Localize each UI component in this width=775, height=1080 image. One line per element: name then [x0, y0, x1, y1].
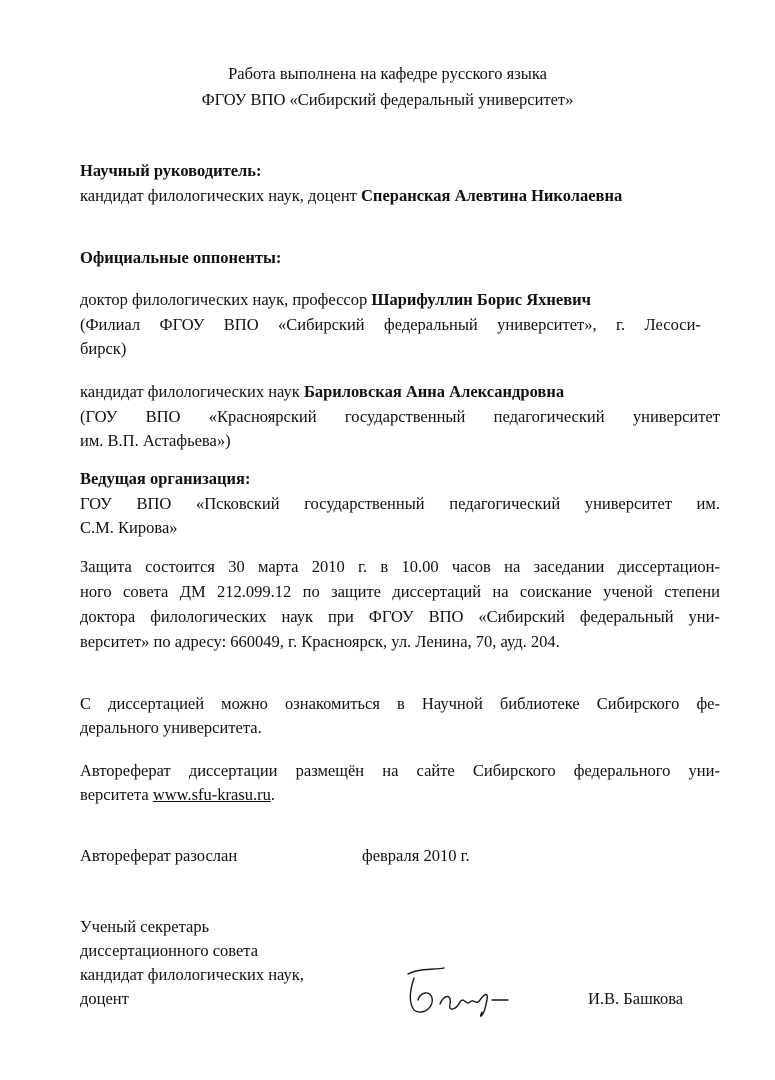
opponent-1-name: Шарифуллин Борис Яхневич	[371, 290, 591, 309]
opponent-2-affiliation-end: им. В.П. Астафьева»)	[80, 431, 231, 450]
word: сайте	[416, 761, 455, 780]
word: г.	[616, 315, 626, 334]
word: по	[302, 582, 320, 601]
abstract-last-suffix: .	[270, 785, 276, 804]
word: на	[492, 582, 509, 601]
word: при	[327, 607, 354, 626]
defense-line-4: верситет» по адресу: 660049, г. Красноярск, ул. Ленина, 70, ауд. 204.	[80, 632, 560, 651]
opponent-1-title: доктор филологических наук, профессор	[80, 290, 368, 309]
word: доктора	[80, 607, 136, 626]
lead-org-line-end: С.М. Кирова»	[80, 518, 178, 537]
word: Автореферат	[80, 761, 171, 780]
word: университет»,	[497, 315, 597, 334]
defense-line-1	[80, 559, 720, 576]
word: степени	[664, 582, 720, 601]
word: 10.00	[401, 557, 439, 576]
secretary-name: И.В. Башкова	[588, 989, 684, 1008]
header-line-2: ФГОУ ВПО «Сибирский федеральный университет»	[201, 90, 574, 109]
word: ВПО	[145, 407, 181, 426]
opponent-2-line	[80, 384, 564, 401]
word: «Сибирский	[478, 607, 565, 626]
opponents-heading: Официальные оппоненты:	[80, 248, 282, 267]
word: 2010	[311, 557, 345, 576]
sfu-website-link[interactable]: www.sfu-krasu.ru	[152, 785, 271, 804]
word: диссертацион-	[617, 557, 720, 576]
word: заседании	[533, 557, 605, 576]
word: 212.099.12	[217, 582, 292, 601]
word: С	[80, 694, 92, 713]
secretary-line-3: кандидат филологических наук,	[80, 965, 304, 984]
supervisor-heading: Научный руководитель:	[80, 161, 262, 180]
word: на	[504, 557, 521, 576]
word: защите	[331, 582, 382, 601]
word: ДМ	[179, 582, 206, 601]
library-line-1	[80, 696, 720, 713]
word: ГОУ	[80, 494, 112, 513]
sent-date: февраля 2010 г.	[362, 846, 470, 865]
word: соискание	[519, 582, 592, 601]
word: уни-	[688, 761, 720, 780]
word: библиотеке	[499, 694, 580, 713]
word: федерального	[573, 761, 671, 780]
supervisor-name: Сперанская Алевтина Николаевна	[361, 186, 623, 205]
abstract-line-1	[80, 763, 720, 780]
lead-org-heading: Ведущая организация:	[80, 469, 251, 488]
opponent-2-title: кандидат филологических наук	[80, 382, 300, 401]
defense-line-2	[80, 584, 720, 601]
word: ознакомиться	[285, 694, 380, 713]
opponent-2-name: Бариловская Анна Александровна	[303, 382, 565, 401]
header-line-1: Работа выполнена на кафедре русского языка	[228, 64, 547, 83]
secretary-line-1: Ученый секретарь	[80, 917, 210, 936]
word: филологических	[150, 607, 267, 626]
word: ВПО	[223, 315, 259, 334]
word: ного	[80, 582, 112, 601]
word: «Сибирский	[278, 315, 365, 334]
word: (Филиал	[80, 315, 141, 334]
word: диссертацией	[108, 694, 205, 713]
word: Защита	[80, 557, 132, 576]
opponent-1-affiliation	[80, 317, 701, 334]
word: размещён	[295, 761, 365, 780]
word: фе-	[696, 694, 720, 713]
word: государственный	[344, 407, 466, 426]
lead-org-line	[80, 496, 720, 513]
abstract-line-2	[80, 787, 275, 804]
word: педагогический	[449, 494, 561, 513]
word: федеральный	[384, 315, 478, 334]
word: ФГОУ	[368, 607, 414, 626]
word: федеральный	[579, 607, 674, 626]
sent-label: Автореферат разослан	[80, 846, 238, 865]
word: совета	[123, 582, 169, 601]
word: «Красноярский	[208, 407, 317, 426]
word: Научной	[421, 694, 483, 713]
word: диссертаций	[392, 582, 482, 601]
word: «Псковский	[195, 494, 280, 513]
word: на	[382, 761, 399, 780]
word: наук	[281, 607, 314, 626]
opponent-1-line	[80, 292, 591, 309]
word: педагогический	[493, 407, 605, 426]
word: уни-	[688, 607, 720, 626]
word: состоится	[145, 557, 215, 576]
library-line-2: дерального университета.	[80, 718, 262, 737]
word: часов	[451, 557, 491, 576]
word: ВПО	[428, 607, 464, 626]
word: ВПО	[136, 494, 172, 513]
word: государственный	[304, 494, 425, 513]
word: Сибирского	[596, 694, 680, 713]
word: (ГОУ	[80, 407, 118, 426]
abstract-last-prefix: верситета	[80, 785, 149, 804]
word: ученой	[603, 582, 653, 601]
word: в	[397, 694, 405, 713]
supervisor-line	[80, 188, 622, 205]
opponent-1-affiliation-end: бирск)	[80, 339, 127, 358]
handwritten-signature	[400, 960, 520, 1020]
word: Сибирского	[472, 761, 556, 780]
word: диссертации	[188, 761, 278, 780]
word: Лесоси-	[644, 315, 701, 334]
word: можно	[221, 694, 268, 713]
defense-line-3	[80, 609, 720, 626]
word: университет	[584, 494, 672, 513]
word: 30	[228, 557, 245, 576]
word: университет	[632, 407, 720, 426]
opponent-2-affiliation	[80, 409, 720, 426]
word: в	[380, 557, 389, 576]
word: им.	[696, 494, 720, 513]
secretary-line-2: диссертационного совета	[80, 941, 259, 960]
word: ФГОУ	[159, 315, 205, 334]
secretary-line-4: доцент	[80, 989, 129, 1008]
word: г.	[358, 557, 368, 576]
supervisor-title: кандидат филологических наук, доцент	[80, 186, 357, 205]
word: марта	[257, 557, 299, 576]
